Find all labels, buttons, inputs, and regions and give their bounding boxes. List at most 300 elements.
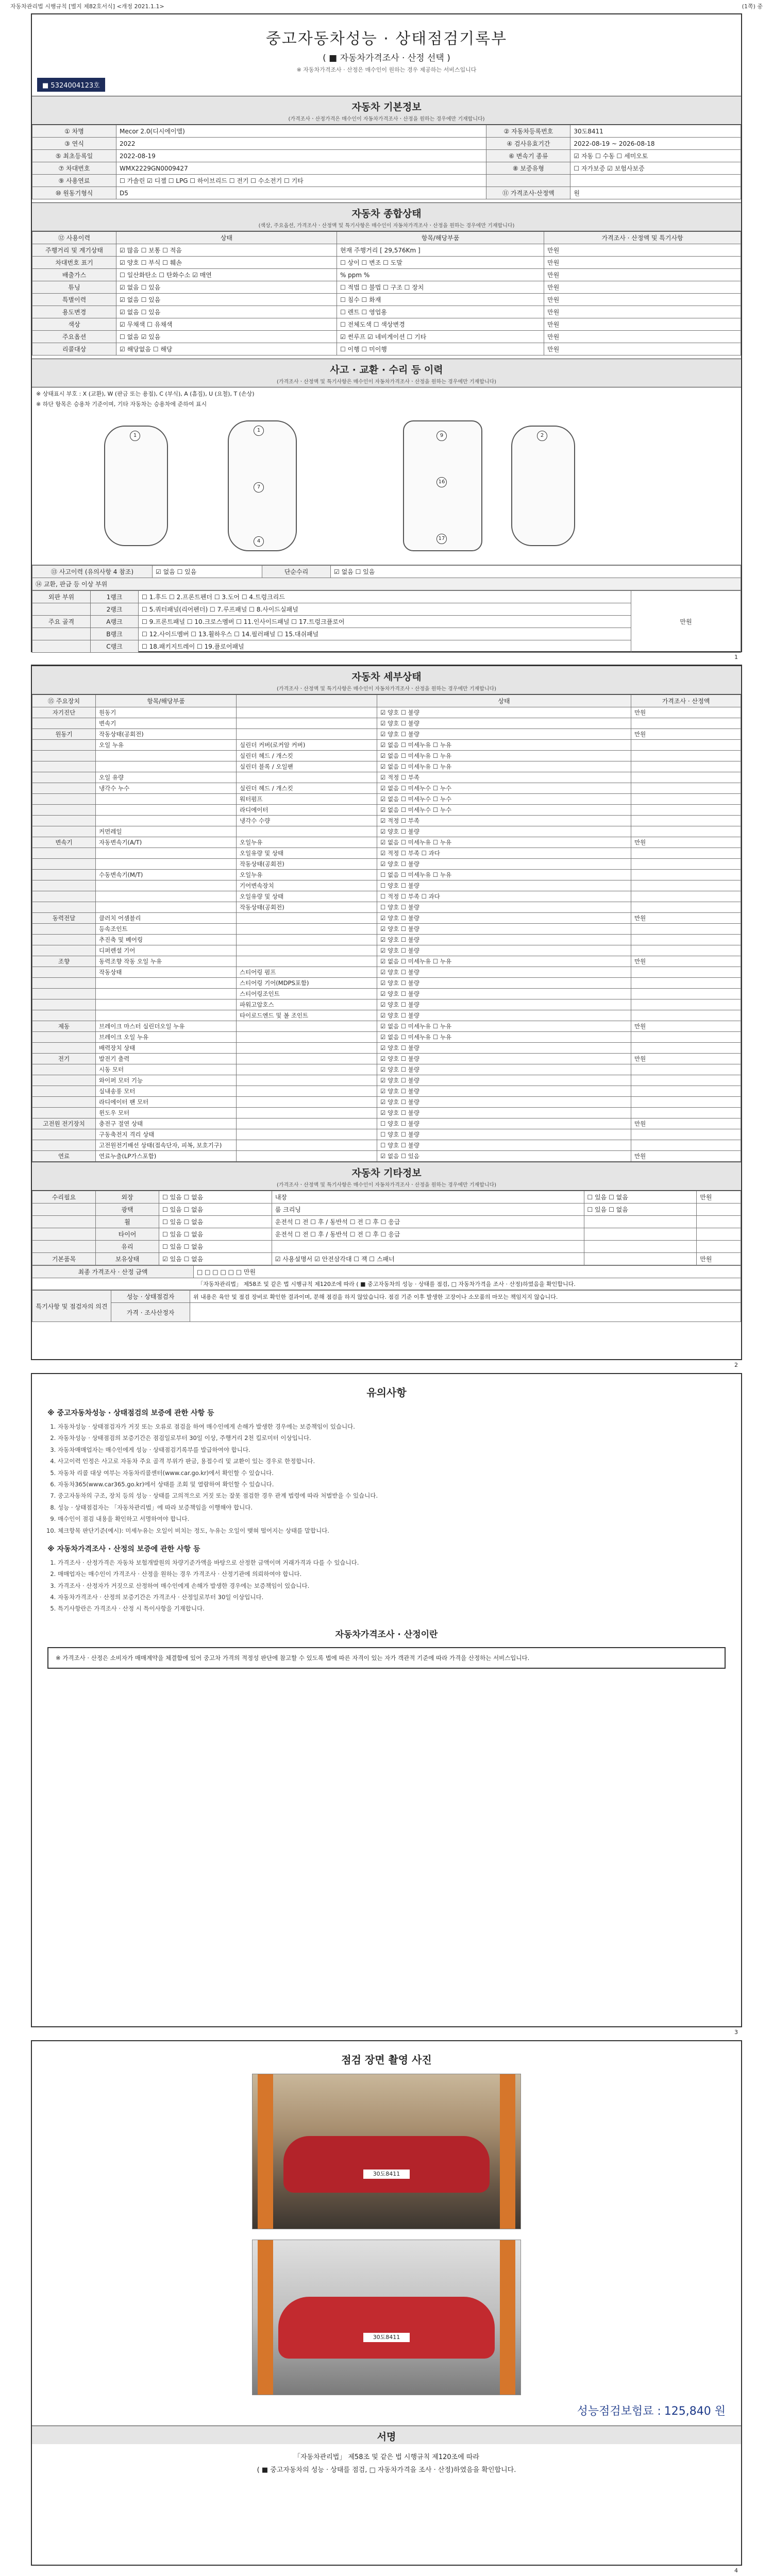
detail-header: 가격조사 · 산정액	[631, 695, 741, 707]
other-cell	[697, 1241, 741, 1253]
detail-row	[32, 924, 741, 935]
summary-cell: ☐ 전체도색 ☐ 색상변경	[337, 318, 544, 331]
inspection-fee-row	[32, 2395, 741, 2426]
field-value	[570, 175, 741, 187]
lift-post-left	[258, 2240, 273, 2395]
detail-cell	[32, 999, 96, 1010]
detail-cell: 워터펌프	[237, 794, 377, 805]
page-3	[31, 1373, 742, 2036]
notice-item: 5. 특기사항란은 가격조사 · 산정 시 특이사항을 기재합니다.	[58, 1604, 726, 1613]
other-cell	[697, 1228, 741, 1241]
field-label: ⑩ 원동기형식	[32, 187, 116, 199]
summary-cell: 용도변경	[32, 306, 116, 318]
summary-cell: ☐ 적법 ☐ 불법 ☐ 구조 ☐ 장치	[337, 281, 544, 294]
detail-cell	[32, 945, 96, 956]
detail-cell	[237, 1075, 377, 1086]
detail-cell: ☑ 양호 ☐ 불량	[377, 945, 631, 956]
detail-cell	[631, 880, 741, 891]
rank-cell: 2랭크	[91, 603, 139, 616]
detail-row	[32, 1108, 741, 1118]
detail-cell: 파워고압호스	[237, 999, 377, 1010]
detail-cell: 자기진단	[32, 707, 96, 718]
detail-cell	[32, 924, 96, 935]
summary-cell: ☑ 썬루프 ☑ 네비게이션 ☐ 기타	[337, 331, 544, 343]
detail-cell	[631, 794, 741, 805]
detail-cell: ☑ 양호 ☐ 불량	[377, 1064, 631, 1075]
summary-row	[32, 281, 741, 294]
detail-cell: 오일 유량	[96, 772, 237, 783]
detail-cell	[631, 783, 741, 794]
detail-cell	[631, 826, 741, 837]
detail-cell: ☑ 적정 ☐ 부족	[377, 816, 631, 826]
basic-info-row	[32, 138, 741, 150]
detail-row	[32, 1010, 741, 1021]
summary-cell: % ppm %	[337, 269, 544, 281]
final-price-label: 최종 가격조사 · 산정 금액	[32, 1266, 194, 1278]
detail-cell: 만원	[631, 1118, 741, 1129]
notice-item: 7. 중고자동차의 구조, 장치 등의 성능 · 상태를 고의적으로 거짓 또는 잘못 점검한 경우 관계 법령에 따라 처벌받을 수 있습니다.	[58, 1491, 726, 1500]
detail-cell: 수동변속기(M/T)	[96, 870, 237, 880]
other-cell: 기본품목	[32, 1253, 96, 1265]
lift-post-left	[258, 2074, 273, 2229]
detail-row	[32, 859, 741, 870]
basic-info-row	[32, 150, 741, 162]
statement: 「자동차관리법」 제58조 및 같은 법 시행규칙 제120조에 따라 ( ■ 중고자동차의 성능 · 상태를 점검, □ 자동차가격을 조사 · 산정)하였음을 확인합니다.	[32, 1278, 741, 1290]
basic-info-row	[32, 125, 741, 138]
other-cell: ☐ 있음 ☐ 없음	[159, 1228, 272, 1241]
signature-line-2: ( ■ 중고자동차의 성능 · 상태를 점검, □ 자동차가격을 조사 · 산정)하였음을 확인합니다.	[257, 2466, 516, 2474]
detail-cell: ☑ 적정 ☐ 부족	[377, 772, 631, 783]
detail-header: 항목/해당부품	[96, 695, 237, 707]
detail-cell	[32, 805, 96, 816]
exterior-label: ⑭ 교환, 판금 등 이상 부위	[32, 578, 741, 590]
detail-cell	[631, 1097, 741, 1108]
basic-info-table	[32, 125, 741, 199]
detail-cell: 제동	[32, 1021, 96, 1032]
detail-cell	[631, 1140, 741, 1151]
signature-line-1: 「자동차관리법」 제58조 및 같은 법 시행규칙 제120조에 따라	[294, 2453, 479, 2461]
field-value: 30도8411	[570, 125, 741, 138]
detail-row	[32, 1075, 741, 1086]
rank-cell: ☐ 9.프론트패널 ☐ 10.크로스멤버 ☐ 11.인사이드패널 ☐ 17.트렁크플로어	[139, 616, 631, 628]
final-price-table	[32, 1265, 741, 1290]
detail-row	[32, 707, 741, 718]
other-row	[32, 1216, 741, 1228]
photos-title: 점검 장면 촬영 사진	[341, 2054, 432, 2066]
detail-cell: 스티어링 펌프	[237, 967, 377, 978]
detail-cell: ☑ 없음 ☐ 미세누수 ☐ 누수	[377, 783, 631, 794]
diagram-marker: 4	[254, 536, 264, 547]
detail-cell: 만원	[631, 913, 741, 924]
detail-cell: ☑ 양호 ☐ 불량	[377, 1097, 631, 1108]
detail-row	[32, 783, 741, 794]
summary-row	[32, 343, 741, 355]
detail-row	[32, 1043, 741, 1054]
summary-cell: 만원	[544, 331, 741, 343]
detail-cell	[631, 978, 741, 989]
detail-cell: 만원	[631, 729, 741, 740]
other-cell: 만원	[697, 1191, 741, 1204]
notice-item: 4. 자동차가격조사 · 산정의 보증기간은 가격조사 · 산정일로부터 30일 이상입니다.	[58, 1592, 726, 1602]
signature-title: 서명	[32, 2426, 741, 2444]
certificate-number: ■ 5324004123호	[37, 78, 105, 92]
detail-row	[32, 848, 741, 859]
detail-cell: 클러치 어셈블리	[96, 913, 237, 924]
summary-cell: ☐ 이행 ☐ 미이행	[337, 343, 544, 355]
field-label	[486, 175, 570, 187]
inspection-photo-rear	[252, 2240, 521, 2395]
detail-cell: 등속조인트	[96, 924, 237, 935]
detail-cell	[32, 772, 96, 783]
diagram-marker: 9	[436, 431, 447, 441]
detail-cell: 원동기	[96, 707, 237, 718]
detail-cell	[32, 1075, 96, 1086]
detail-cell: 오일유량 및 상태	[237, 891, 377, 902]
detail-cell	[237, 1118, 377, 1129]
notice-item: 4. 사고이력 인정은 사고로 자동차 주요 골격 부위가 판금, 용접수리 및 교환이 있는 경우로 한정합니다.	[58, 1456, 726, 1466]
summary-cell: 만원	[544, 257, 741, 269]
detail-cell	[32, 1010, 96, 1021]
detail-cell	[237, 945, 377, 956]
detail-cell: 추진축 및 베어링	[96, 935, 237, 945]
other-cell	[697, 1216, 741, 1228]
page-number: 1	[734, 654, 738, 660]
other-row	[32, 1204, 741, 1216]
detail-cell	[32, 1043, 96, 1054]
detail-cell	[96, 1010, 237, 1021]
detail-cell	[32, 1097, 96, 1108]
summary-cell: 튜닝	[32, 281, 116, 294]
detail-cell	[237, 1032, 377, 1043]
car-side-right	[511, 426, 575, 546]
field-label: ② 자동차등록번호	[486, 125, 570, 138]
summary-cell: 차대번호 표기	[32, 257, 116, 269]
detail-cell	[32, 935, 96, 945]
other-cell: 운전석 ☐ 전 ☐ 후 / 동반석 ☐ 전 ☐ 후 ☐ 응급	[272, 1228, 584, 1241]
field-label: ① 차명	[32, 125, 116, 138]
detail-cell	[96, 848, 237, 859]
detail-cell	[32, 967, 96, 978]
page-4	[31, 2040, 742, 2574]
detail-cell	[32, 1108, 96, 1118]
detail-row	[32, 870, 741, 880]
special-1-text: 위 내용은 육안 및 점검 장비로 확인한 결과이며, 분해 점검을 하지 않았습니다. 점검 기준 이후 발생한 고장이나 소모품의 마모는 책임지지 않습니다.	[190, 1291, 741, 1303]
detail-cell	[32, 848, 96, 859]
detail-row	[32, 816, 741, 826]
detail-cell	[32, 761, 96, 772]
detail-cell	[631, 1086, 741, 1097]
detail-row	[32, 718, 741, 729]
simple-repair-value: ☑ 없음 ☐ 있음	[331, 566, 741, 578]
notice-item: 6. 자동차365(www.car365.go.kr)에서 상태를 조회 및 열람하여 확인할 수 있습니다.	[58, 1480, 726, 1489]
notice-item: 1. 자동차성능 · 상태점검자가 거짓 또는 오류로 점검을 하여 매수인에게 손해가 발생한 경우에는 보증책임이 있습니다.	[58, 1422, 726, 1431]
detail-cell	[631, 740, 741, 751]
detail-cell: ☑ 양호 ☐ 불량	[377, 859, 631, 870]
detail-cell: ☑ 양호 ☐ 불량	[377, 718, 631, 729]
detail-cell: ☑ 없음 ☐ 미세누유 ☐ 누유	[377, 1021, 631, 1032]
diagram-marker: 2	[537, 431, 547, 441]
detail-cell	[631, 1010, 741, 1021]
field-value: D5	[116, 187, 486, 199]
detail-cell	[237, 826, 377, 837]
detail-cell: 오일누유	[237, 870, 377, 880]
summary-title: 자동차 종합상태	[32, 202, 741, 221]
detail-cell: 스티어링조인트	[237, 989, 377, 999]
detail-cell: ☑ 없음 ☐ 미세누수 ☐ 누수	[377, 794, 631, 805]
detail-row	[32, 989, 741, 999]
lift-post-right	[500, 2240, 515, 2395]
detail-cell: 만원	[631, 837, 741, 848]
notice-box-title: 자동차가격조사 · 산정이란	[335, 1629, 438, 1640]
detail-cell: ☑ 없음 ☐ 미세누수 ☐ 누수	[377, 805, 631, 816]
detail-row	[32, 1032, 741, 1043]
detail-row	[32, 1097, 741, 1108]
summary-row	[32, 244, 741, 257]
detail-cell	[32, 1129, 96, 1140]
basic-info-row	[32, 187, 741, 199]
detail-cell	[32, 783, 96, 794]
detail-cell	[237, 1043, 377, 1054]
page-2	[31, 665, 742, 1368]
field-value: 2022-08-19 ~ 2026-08-18	[570, 138, 741, 150]
other-cell	[32, 1241, 96, 1253]
summary-cell: ☑ 없음 ☐ 있음	[116, 306, 337, 318]
other-cell	[32, 1228, 96, 1241]
detail-cell	[237, 1021, 377, 1032]
field-label: ⑨ 사용연료	[32, 175, 116, 187]
detail-cell	[32, 989, 96, 999]
car-body	[278, 2297, 495, 2359]
document-subtitle: ( ■ 자동차가격조사 · 산정 선택 )	[323, 53, 450, 63]
detail-cell	[237, 772, 377, 783]
page-number: 2	[734, 1362, 738, 1368]
rank-cell: ☐ 18.패키지트레이 ☐ 19.플로어패널	[139, 640, 631, 653]
detail-cell: ☑ 없음 ☐ 미세누유 ☐ 누유	[377, 837, 631, 848]
detail-cell: 실린더 헤드 / 개스킷	[237, 783, 377, 794]
detail-cell: ☐ 양호 ☐ 불량	[377, 1140, 631, 1151]
detail-row	[32, 913, 741, 924]
detail-cell: 윈도우 모터	[96, 1108, 237, 1118]
special-2-text	[190, 1303, 741, 1322]
detail-cell	[32, 978, 96, 989]
summary-cell: ☑ 무채색 ☐ 유채색	[116, 318, 337, 331]
summary-row	[32, 294, 741, 306]
detail-row	[32, 967, 741, 978]
detail-header: ⑮ 주요장치	[32, 695, 96, 707]
detail-row	[32, 837, 741, 848]
detail-row	[32, 761, 741, 772]
detail-cell: ☑ 양호 ☐ 불량	[377, 978, 631, 989]
other-cell: 내장	[272, 1191, 584, 1204]
detail-cell	[32, 751, 96, 761]
detail-row	[32, 805, 741, 816]
field-label: ⑦ 차대번호	[32, 162, 116, 175]
document-note: ※ 자동차가격조사 · 산정은 매수인이 원하는 경우 제공하는 서비스입니다	[296, 66, 477, 73]
detail-cell: ☑ 없음 ☐ 미세누유 ☐ 누유	[377, 1032, 631, 1043]
detail-cell	[631, 989, 741, 999]
detail-cell: 만원	[631, 1151, 741, 1162]
other-cell: 외장	[96, 1191, 159, 1204]
diagram-marker: 1	[254, 426, 264, 436]
detail-row	[32, 1129, 741, 1140]
detail-cell	[96, 794, 237, 805]
detail-row	[32, 794, 741, 805]
summary-cell: 주행거리 및 계기상태	[32, 244, 116, 257]
other-cell: ☐ 있음 ☐ 없음	[159, 1191, 272, 1204]
field-value: 원	[570, 187, 741, 199]
detail-title: 자동차 세부상태	[32, 666, 741, 684]
detail-table	[32, 694, 741, 1162]
detail-cell: 원동기	[32, 729, 96, 740]
other-cell: 운전석 ☐ 전 ☐ 후 / 동반석 ☐ 전 ☐ 후 ☐ 응급	[272, 1216, 584, 1228]
rank-cell	[32, 640, 91, 653]
rank-cell: A랭크	[91, 616, 139, 628]
other-cell: ☐ 있음 ☐ 없음	[584, 1191, 697, 1204]
other-cell	[584, 1216, 697, 1228]
detail-cell	[237, 913, 377, 924]
license-plate: 30도8411	[363, 2333, 410, 2342]
detail-cell: 오일유량 및 상태	[237, 848, 377, 859]
detail-row	[32, 880, 741, 891]
detail-cell	[237, 729, 377, 740]
detail-cell	[631, 870, 741, 880]
detail-row	[32, 902, 741, 913]
other-row	[32, 1228, 741, 1241]
detail-cell: ☑ 양호 ☐ 불량	[377, 707, 631, 718]
summary-cell: ☐ 없음 ☑ 있음	[116, 331, 337, 343]
field-value: 2022	[116, 138, 486, 150]
detail-cell: 조향	[32, 956, 96, 967]
detail-cell: 만원	[631, 1021, 741, 1032]
notice-item: 3. 자동차매매업자는 매수인에게 성능 · 상태점검기록부를 발급하여야 합니다.	[58, 1445, 726, 1454]
special-label: 특기사항 및 점검자의 의견	[32, 1291, 111, 1322]
other-table	[32, 1191, 741, 1265]
detail-cell: ☑ 양호 ☐ 불량	[377, 1054, 631, 1064]
detail-cell	[96, 761, 237, 772]
lift-post-right	[500, 2074, 515, 2229]
detail-cell: 브레이크 오일 누유	[96, 1032, 237, 1043]
notice-heading-1: ※ 중고자동차성능 · 상태점검의 보증에 관한 사항 등	[47, 1409, 214, 1417]
other-cell	[32, 1216, 96, 1228]
detail-row	[32, 1086, 741, 1097]
detail-cell: 실린더 블록 / 오일팬	[237, 761, 377, 772]
notice-item: 9. 매수인이 점검 내용을 확인하고 서명하여야 합니다.	[58, 1514, 726, 1523]
form-reference: 자동차관리법 시행규칙 [별지 제82호서식] <개정 2021.1.1>	[10, 3, 164, 10]
detail-cell: ☑ 양호 ☐ 불량	[377, 935, 631, 945]
detail-cell	[237, 1097, 377, 1108]
detail-cell	[237, 1140, 377, 1151]
detail-cell	[96, 751, 237, 761]
accident-sub: (가격조사ㆍ산정액 및 특기사항은 매수인이 자동차가격조사ㆍ산정을 원하는 경우에만 기재합니다)	[32, 377, 741, 387]
other-cell: ☐ 있음 ☐ 없음	[584, 1204, 697, 1216]
other-cell: 보유상태	[96, 1253, 159, 1265]
detail-cell: 작동상태	[96, 967, 237, 978]
detail-cell: 디퍼렌셜 기어	[96, 945, 237, 956]
detail-cell	[237, 1108, 377, 1118]
special-1-label: 성능 · 상태점검자	[111, 1291, 190, 1303]
detail-cell	[237, 707, 377, 718]
accident-title: 사고 · 교환 · 수리 등 이력	[32, 359, 741, 377]
accident-legend: ※ 상태표시 부호 : X (교환), W (판금 또는 용접), C (부식), A (흠집), U (요철), T (손상)	[36, 391, 255, 397]
detail-cell	[631, 891, 741, 902]
summary-header: 항목/해당부품	[337, 232, 544, 244]
detail-cell: 브레이크 마스터 실린더오일 누유	[96, 1021, 237, 1032]
field-value: ☑ 자동 ☐ 수동 ☐ 세미오토	[570, 150, 741, 162]
detail-cell: 만원	[631, 956, 741, 967]
detail-cell: 라디에이터 팬 모터	[96, 1097, 237, 1108]
document-title: 중고자동차성능 · 상태점검기록부	[265, 30, 508, 48]
notice-item: 5. 자동차 리콜 대상 여부는 자동차리콜센터(www.car.go.kr)에서 확인할 수 있습니다.	[58, 1468, 726, 1478]
detail-cell	[32, 880, 96, 891]
license-plate: 30도8411	[363, 2170, 410, 2179]
detail-cell: 발전기 출력	[96, 1054, 237, 1064]
detail-cell: ☐ 양호 ☐ 불량	[377, 902, 631, 913]
detail-cell: 냉각수 누수	[96, 783, 237, 794]
detail-cell: 타이로드엔드 및 볼 조인트	[237, 1010, 377, 1021]
detail-cell: 실내송풍 모터	[96, 1086, 237, 1097]
detail-cell	[32, 816, 96, 826]
summary-row	[32, 318, 741, 331]
detail-cell: 동력조향 작동 오일 누유	[96, 956, 237, 967]
other-cell: 만원	[697, 1253, 741, 1265]
other-cell: 타이어	[96, 1228, 159, 1241]
other-cell: ☐ 있음 ☐ 없음	[159, 1241, 272, 1253]
detail-cell: ☑ 양호 ☐ 불량	[377, 826, 631, 837]
detail-row	[32, 1064, 741, 1075]
rank-cell: ☐ 1.후드 ☐ 2.프론트펜더 ☐ 3.도어 ☐ 4.트렁크리드	[139, 591, 631, 603]
detail-row	[32, 978, 741, 989]
detail-cell: 동력전달	[32, 913, 96, 924]
field-label: ⑥ 변속기 종류	[486, 150, 570, 162]
detail-row	[32, 1118, 741, 1129]
notice-item: 2. 자동차성능 · 상태점검의 보증기간은 점검일로부터 30일 이상, 주행거리 2천 킬로미터 이상입니다.	[58, 1433, 726, 1443]
other-cell: ☑ 있음 ☐ 없음	[159, 1253, 272, 1265]
detail-cell: 오일누유	[237, 837, 377, 848]
detail-row	[32, 740, 741, 751]
accident-note: ※ 하단 항목은 승용차 기준이며, 기타 자동차는 승용차에 준하여 표시	[36, 401, 207, 408]
detail-cell	[32, 718, 96, 729]
summary-cell: ☐ 침수 ☐ 화재	[337, 294, 544, 306]
summary-row	[32, 331, 741, 343]
detail-cell: 연료	[32, 1151, 96, 1162]
notice-title: 유의사항	[366, 1386, 407, 1399]
field-label: ④ 검사유효기간	[486, 138, 570, 150]
summary-cell: ☑ 해당없음 ☐ 해당	[116, 343, 337, 355]
other-cell: ☐ 있음 ☐ 없음	[159, 1216, 272, 1228]
detail-header	[237, 695, 377, 707]
detail-row	[32, 1054, 741, 1064]
detail-cell: 충전구 절연 상태	[96, 1118, 237, 1129]
detail-cell	[237, 1151, 377, 1162]
summary-cell: 색상	[32, 318, 116, 331]
detail-cell	[237, 1086, 377, 1097]
summary-sub: (색상, 주요옵션, 가격조사ㆍ산정액 및 특기사항은 매수인이 자동차가격조사ㆍ산정을 원하는 경우에만 기재합니다)	[32, 221, 741, 231]
detail-cell	[32, 902, 96, 913]
other-cell: 휠	[96, 1216, 159, 1228]
field-label: ⑧ 보증유형	[486, 162, 570, 175]
other-row	[32, 1253, 741, 1265]
special-notes-table	[32, 1290, 741, 1322]
detail-cell: ☑ 없음 ☐ 미세누유 ☐ 누유	[377, 761, 631, 772]
detail-row	[32, 891, 741, 902]
basic-info-sub: (가격조사ㆍ산정가격은 매수인이 자동차가격조사ㆍ산정을 원하는 경우에만 기재합니다)	[32, 114, 741, 125]
summary-cell: 배출가스	[32, 269, 116, 281]
detail-cell	[32, 870, 96, 880]
summary-cell: 만원	[544, 343, 741, 355]
other-cell	[584, 1253, 697, 1265]
other-cell	[272, 1241, 584, 1253]
detail-cell	[631, 967, 741, 978]
